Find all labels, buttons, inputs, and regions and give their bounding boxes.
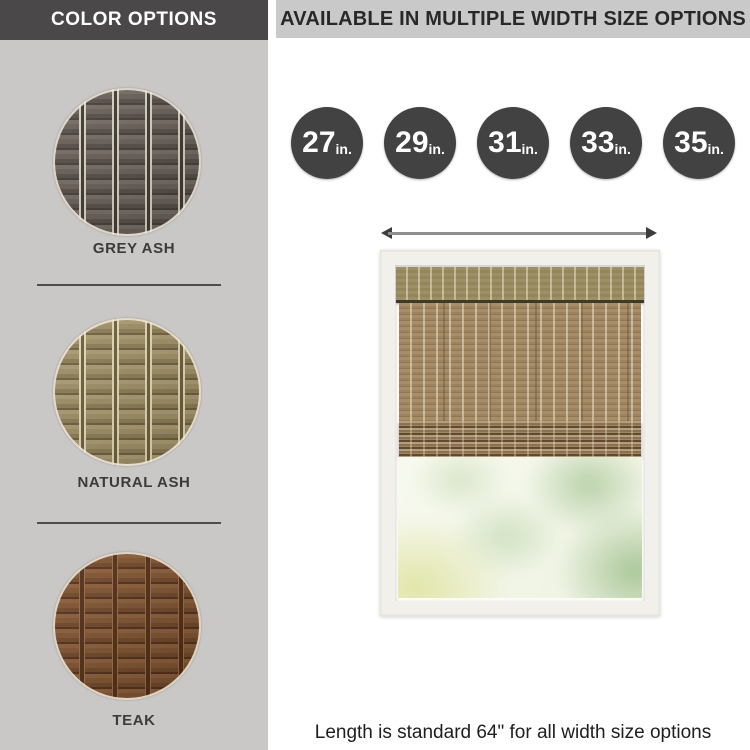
swatch-divider xyxy=(37,522,221,524)
width-options-header-label: AVAILABLE IN MULTIPLE WIDTH SIZE OPTIONS xyxy=(280,7,746,30)
bamboo-shade xyxy=(399,267,641,457)
color-options-header-label: COLOR OPTIONS xyxy=(51,9,217,30)
width-unit: in. xyxy=(707,141,724,157)
shade-body xyxy=(399,303,641,421)
product-window-image xyxy=(380,250,660,616)
width-option-badge-27 xyxy=(291,107,363,179)
arrow-right-head xyxy=(646,227,657,239)
width-unit: in. xyxy=(521,141,538,157)
shade-folded-stack xyxy=(399,421,641,457)
swatch-teak-label: TEAK xyxy=(112,712,156,729)
width-unit: in. xyxy=(428,141,445,157)
shade-valance xyxy=(396,267,644,303)
width-value: 27 xyxy=(302,126,336,159)
width-option-badge-35 xyxy=(663,107,735,179)
width-arrow-icon xyxy=(381,227,657,239)
swatch-grey-ash-label: GREY ASH xyxy=(92,240,176,257)
color-options-header xyxy=(0,0,268,40)
swatch-grey-ash xyxy=(53,88,201,236)
swatch-natural-ash xyxy=(53,318,201,466)
swatch-teak xyxy=(53,552,201,700)
width-value: 35 xyxy=(674,126,708,159)
width-unit: in. xyxy=(335,141,352,157)
window-view xyxy=(398,457,642,598)
width-option-badge-31 xyxy=(477,107,549,179)
width-option-badge-33 xyxy=(570,107,642,179)
width-unit: in. xyxy=(614,141,631,157)
window-opening xyxy=(395,265,645,601)
swatch-natural-ash-label: NATURAL ASH xyxy=(77,474,191,491)
length-caption: Length is standard 64" for all width size options xyxy=(314,722,712,743)
arrow-line xyxy=(388,232,650,235)
width-value: 33 xyxy=(581,126,615,159)
width-value: 29 xyxy=(395,126,429,159)
width-options-row xyxy=(276,107,750,179)
foliage-background xyxy=(398,457,642,598)
width-options-header xyxy=(276,0,750,38)
width-value: 31 xyxy=(488,126,522,159)
color-options-panel xyxy=(0,0,268,750)
width-option-badge-29 xyxy=(384,107,456,179)
swatch-divider xyxy=(37,284,221,286)
